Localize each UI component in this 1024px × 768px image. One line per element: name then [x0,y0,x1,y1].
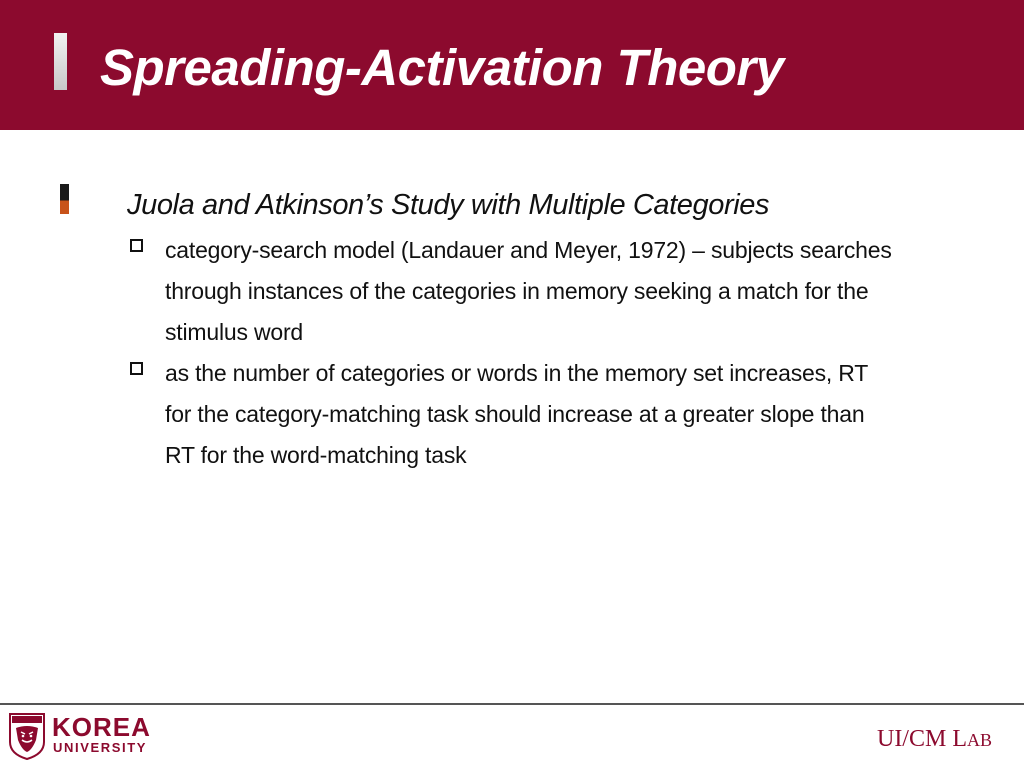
logo-korea-text: KOREA [52,712,151,742]
checkbox-square-icon [130,239,143,252]
list-item-text: category-search model (Landauer and Meyer, 1972) – subjects searches through instances of the categories in memory seeking a match for the stimulus word [165,237,892,345]
slide-subheading: Juola and Atkinson’s Study with Multiple Categories [127,189,770,221]
title-banner [0,0,1024,130]
lab-name-small: AB [966,730,992,750]
checkbox-square-icon [130,362,143,375]
korea-university-tiger-emblem [8,712,46,760]
vertical-bar-icon [60,184,69,214]
university-logo [8,712,158,760]
slide-title: Spreading-Activation Theory [100,39,784,96]
list-item-text: as the number of categories or words in the memory set increases, RT for the category-matching task should increase at a greater slope than RT for the word-matching task [165,360,869,468]
footer-divider [0,703,1024,705]
vertical-bar-icon [54,33,67,90]
logo-university-text: UNIVERSITY [53,740,148,755]
lab-name-main: UI/CM L [876,726,967,752]
lab-name [877,724,992,755]
